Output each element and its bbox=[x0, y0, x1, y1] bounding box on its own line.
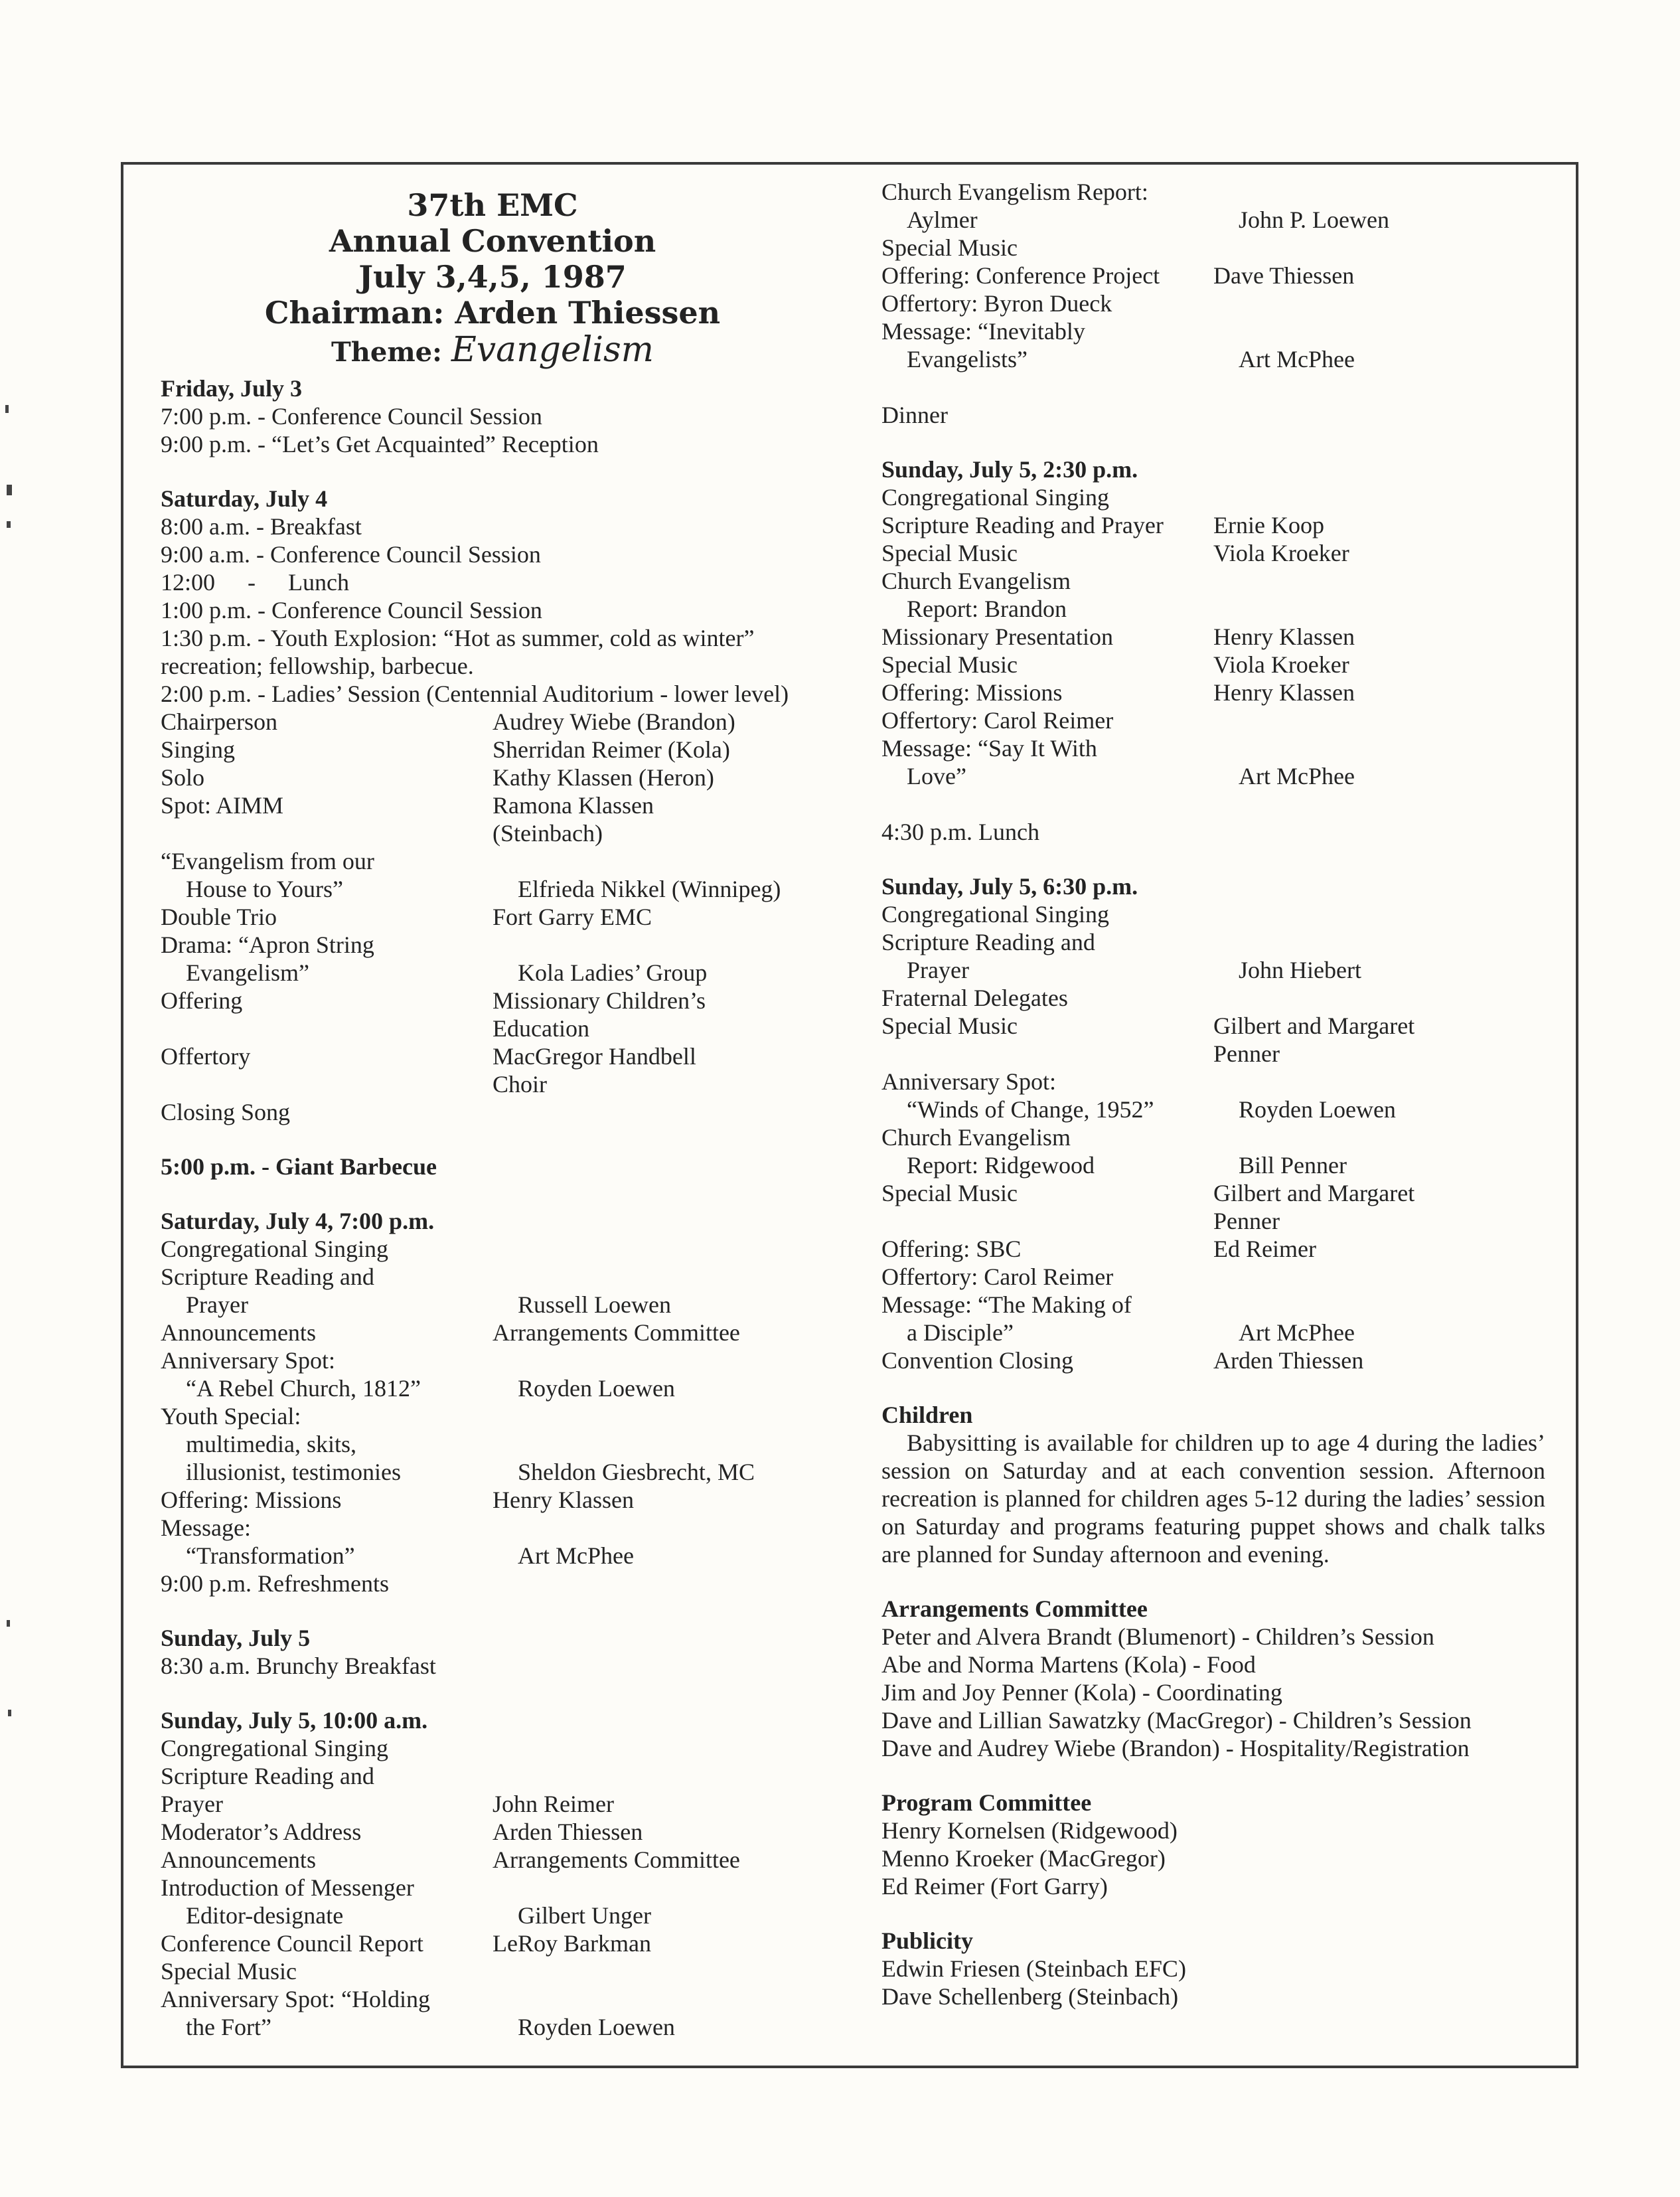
scan-speck bbox=[5, 405, 9, 413]
program-person: Royden Loewen bbox=[1239, 1096, 1396, 1123]
program-person: MacGregor Handbell bbox=[493, 1043, 696, 1070]
program-row bbox=[881, 928, 1552, 956]
program-role: Spot: AIMM bbox=[161, 792, 284, 819]
program-row bbox=[161, 1291, 851, 1319]
list-item: 8:00 a.m. - Breakfast bbox=[161, 513, 362, 540]
program-row bbox=[161, 1790, 851, 1818]
sunday-630-section bbox=[881, 872, 1552, 1374]
program-person: Sherridan Reimer (Kola) bbox=[493, 736, 730, 763]
section-heading: Arrangements Committee bbox=[881, 1595, 1148, 1622]
program-person: Education bbox=[493, 1015, 589, 1042]
program-row bbox=[161, 1985, 851, 2013]
program-row bbox=[881, 1179, 1552, 1207]
program-role: Announcements bbox=[161, 1319, 316, 1346]
program-role: Congregational Singing bbox=[161, 1236, 388, 1262]
section-heading: Sunday, July 5, 6:30 p.m. bbox=[881, 873, 1138, 900]
program-row bbox=[161, 959, 851, 987]
program-person: Sheldon Giesbrecht, MC bbox=[518, 1459, 755, 1485]
barbecue-section bbox=[161, 1153, 851, 1180]
program-person: Art McPhee bbox=[1239, 763, 1355, 789]
program-role: Church Evangelism bbox=[881, 1124, 1071, 1151]
program-row bbox=[161, 819, 851, 847]
list-item: Edwin Friesen (Steinbach EFC) bbox=[881, 1955, 1186, 1982]
list-item: Dave and Audrey Wiebe (Brandon) - Hospitality/Registration bbox=[881, 1735, 1470, 1761]
program-committee-section bbox=[881, 1789, 1552, 1900]
program-role: Special Music bbox=[881, 540, 1018, 566]
program-role: “Transformation” bbox=[186, 1542, 355, 1569]
program-role: House to Yours” bbox=[186, 876, 344, 902]
title-line-4: Chairman: Arden Thiessen bbox=[264, 295, 721, 331]
program-role: Evangelism” bbox=[186, 959, 309, 986]
program-role: Report: Ridgewood bbox=[907, 1152, 1095, 1179]
program-row bbox=[161, 1514, 851, 1542]
program-role: Offering: SBC bbox=[881, 1236, 1022, 1262]
program-row bbox=[161, 1458, 851, 1486]
program-role: a Disciple” bbox=[907, 1319, 1014, 1346]
program-person bbox=[1213, 1068, 1552, 1096]
program-person: Viola Kroeker bbox=[1213, 651, 1349, 678]
program-role: the Fort” bbox=[186, 2014, 271, 2040]
program-person: Art McPhee bbox=[518, 1542, 634, 1569]
program-person bbox=[493, 1762, 851, 1790]
list-item: 8:30 a.m. Brunchy Breakfast bbox=[161, 1653, 436, 1679]
program-row bbox=[161, 1570, 851, 1597]
program-row bbox=[161, 736, 851, 764]
list-item: 1:00 p.m. - Conference Council Session bbox=[161, 597, 542, 623]
saturday-evening-section bbox=[161, 1207, 851, 1597]
program-row bbox=[881, 1123, 1552, 1151]
program-role: Offering: Missions bbox=[881, 679, 1063, 706]
program-row bbox=[161, 1098, 851, 1126]
program-role bbox=[881, 1207, 1213, 1235]
program-person: Elfrieda Nikkel (Winnipeg) bbox=[518, 876, 781, 902]
program-role: “A Rebel Church, 1812” bbox=[186, 1375, 421, 1402]
program-row bbox=[881, 1012, 1552, 1040]
dinner-line: Dinner bbox=[881, 402, 948, 428]
program-person: Penner bbox=[1213, 1040, 1280, 1067]
program-role: Congregational Singing bbox=[881, 484, 1109, 511]
program-row bbox=[881, 511, 1552, 539]
friday-section bbox=[161, 374, 851, 458]
program-person bbox=[1213, 984, 1552, 1012]
program-row bbox=[881, 623, 1552, 651]
program-role: Offertory: Byron Dueck bbox=[881, 290, 1112, 317]
program-row bbox=[161, 1762, 851, 1790]
program-row bbox=[881, 1319, 1552, 1346]
program-person bbox=[493, 931, 851, 959]
program-rows bbox=[881, 900, 1552, 1374]
program-person bbox=[1213, 234, 1552, 262]
section-heading: Friday, July 3 bbox=[161, 375, 303, 402]
program-row bbox=[161, 1430, 851, 1458]
program-role: Scripture Reading and Prayer bbox=[881, 512, 1164, 538]
section-heading: Sunday, July 5, 10:00 a.m. bbox=[161, 1707, 428, 1734]
program-role: Special Music bbox=[881, 234, 1018, 261]
program-role: Offertory: Carol Reimer bbox=[881, 1263, 1114, 1290]
program-person bbox=[493, 1235, 851, 1263]
title-line-1: 37th EMC bbox=[407, 187, 578, 223]
list-item: recreation; fellowship, barbecue. bbox=[161, 653, 474, 679]
program-row bbox=[881, 206, 1552, 234]
list-item: Abe and Norma Martens (Kola) - Food bbox=[881, 1651, 1256, 1678]
program-person: Penner bbox=[1213, 1208, 1280, 1234]
program-role: Editor-designate bbox=[186, 1902, 344, 1929]
list-item: Dave Schellenberg (Steinbach) bbox=[881, 1983, 1179, 2010]
program-row bbox=[881, 317, 1552, 345]
theme-line bbox=[161, 331, 824, 372]
program-role bbox=[161, 1015, 493, 1042]
program-role: Offering: Conference Project bbox=[881, 262, 1160, 289]
program-role: Anniversary Spot: “Holding bbox=[161, 1986, 430, 2012]
section-heading: Program Committee bbox=[881, 1789, 1092, 1816]
list-item: Ed Reimer (Fort Garry) bbox=[881, 1873, 1108, 1900]
program-role bbox=[161, 1070, 493, 1098]
title-line-2: Annual Convention bbox=[329, 223, 656, 259]
program-role: Offertory: Carol Reimer bbox=[881, 707, 1114, 734]
program-role: Singing bbox=[161, 736, 236, 763]
program-role: “Winds of Change, 1952” bbox=[907, 1096, 1154, 1123]
program-role: Introduction of Messenger bbox=[161, 1874, 414, 1901]
section-heading: Saturday, July 4 bbox=[161, 485, 328, 512]
program-role: Message: “The Making of bbox=[881, 1291, 1132, 1318]
program-row bbox=[881, 234, 1552, 262]
program-row bbox=[161, 1263, 851, 1291]
program-person: Missionary Children’s bbox=[493, 987, 706, 1014]
program-row bbox=[161, 1235, 851, 1263]
program-person bbox=[1239, 595, 1552, 623]
program-role: Drama: “Apron String bbox=[161, 932, 374, 958]
list-item: 9:00 a.m. - Conference Council Session bbox=[161, 541, 541, 568]
theme-label: Theme: bbox=[331, 337, 442, 368]
program-person: Art McPhee bbox=[1239, 346, 1355, 372]
list-item: Dave and Lillian Sawatzky (MacGregor) - Children’s Session bbox=[881, 1707, 1472, 1734]
program-person: Arrangements Committee bbox=[493, 1319, 740, 1346]
program-row bbox=[881, 1068, 1552, 1096]
program-row bbox=[161, 764, 851, 791]
program-role: Double Trio bbox=[161, 904, 277, 930]
program-person bbox=[493, 1734, 851, 1762]
scan-speck bbox=[7, 521, 11, 528]
program-person: John Reimer bbox=[493, 1791, 614, 1817]
program-row bbox=[161, 1734, 851, 1762]
program-person: Kathy Klassen (Heron) bbox=[493, 764, 714, 791]
program-person: Audrey Wiebe (Brandon) bbox=[493, 708, 735, 735]
program-person: (Steinbach) bbox=[493, 820, 603, 847]
program-row bbox=[881, 1235, 1552, 1263]
program-role: Offertory bbox=[161, 1043, 251, 1070]
program-row bbox=[161, 1402, 851, 1430]
program-role: Special Music bbox=[881, 651, 1018, 678]
program-person bbox=[493, 1514, 851, 1542]
program-person: Royden Loewen bbox=[518, 1375, 675, 1402]
program-row bbox=[161, 1929, 851, 1957]
program-person bbox=[1213, 1263, 1552, 1291]
program-role: 9:00 p.m. Refreshments bbox=[161, 1570, 389, 1597]
program-person: Ernie Koop bbox=[1213, 512, 1324, 538]
program-role: Missionary Presentation bbox=[881, 623, 1113, 650]
program-row bbox=[161, 2013, 851, 2041]
program-role: Fraternal Delegates bbox=[881, 985, 1068, 1011]
program-role: Offering: Missions bbox=[161, 1487, 342, 1513]
title-block bbox=[161, 187, 824, 372]
list-item: 7:00 p.m. - Conference Council Session bbox=[161, 403, 542, 430]
program-role: Special Music bbox=[161, 1958, 297, 1985]
program-role bbox=[161, 819, 493, 847]
program-row bbox=[881, 706, 1552, 734]
list-item: Jim and Joy Penner (Kola) - Coordinating bbox=[881, 1679, 1282, 1706]
program-row bbox=[161, 1818, 851, 1846]
program-role: Aylmer bbox=[907, 206, 978, 233]
list-item: 1:30 p.m. - Youth Explosion: “Hot as summer, cold as winter” bbox=[161, 625, 755, 651]
sunday-breakfast-section bbox=[161, 1624, 851, 1680]
program-row bbox=[881, 1040, 1552, 1068]
program-person: Art McPhee bbox=[1239, 1319, 1355, 1346]
program-person bbox=[1213, 567, 1552, 595]
lunch-line: 4:30 p.m. Lunch bbox=[881, 819, 1039, 845]
program-row bbox=[881, 567, 1552, 595]
section-heading: Publicity bbox=[881, 1927, 974, 1954]
program-person bbox=[1213, 317, 1552, 345]
program-role: Evangelists” bbox=[907, 346, 1028, 372]
program-person bbox=[493, 847, 851, 875]
program-role: Church Evangelism bbox=[881, 568, 1071, 594]
program-role: Solo bbox=[161, 764, 205, 791]
program-row bbox=[881, 1346, 1552, 1374]
program-row bbox=[881, 651, 1552, 679]
program-person: John P. Loewen bbox=[1239, 206, 1389, 233]
program-role: Love” bbox=[907, 763, 966, 789]
program-role: Special Music bbox=[881, 1013, 1018, 1039]
program-person bbox=[493, 1985, 851, 2013]
program-person bbox=[1213, 706, 1552, 734]
program-person bbox=[1213, 178, 1552, 206]
program-row bbox=[161, 1486, 851, 1514]
program-person bbox=[1213, 289, 1552, 317]
program-rows bbox=[881, 483, 1552, 790]
program-role: multimedia, skits, bbox=[186, 1431, 356, 1457]
program-row bbox=[881, 483, 1552, 511]
program-row bbox=[881, 178, 1552, 206]
program-role: Congregational Singing bbox=[161, 1735, 388, 1761]
program-row bbox=[161, 1374, 851, 1402]
program-role: Scripture Reading and bbox=[161, 1763, 374, 1789]
program-row bbox=[161, 1346, 851, 1374]
program-role: Message: “Inevitably bbox=[881, 318, 1085, 345]
program-person: Henry Klassen bbox=[1213, 623, 1355, 650]
program-person: Fort Garry EMC bbox=[493, 904, 652, 930]
program-row bbox=[881, 539, 1552, 567]
program-row bbox=[881, 262, 1552, 289]
program-row bbox=[161, 1070, 851, 1098]
program-row bbox=[161, 1015, 851, 1042]
program-person: Russell Loewen bbox=[518, 1291, 671, 1318]
program-role: Scripture Reading and bbox=[161, 1263, 374, 1290]
children-section bbox=[881, 1401, 1552, 1568]
theme-value: Evangelism bbox=[451, 330, 654, 370]
program-row bbox=[881, 1207, 1552, 1235]
program-role: Prayer bbox=[161, 1791, 223, 1817]
program-person bbox=[518, 1430, 851, 1458]
program-row bbox=[881, 734, 1552, 762]
program-person: Ramona Klassen bbox=[493, 792, 654, 819]
program-row bbox=[161, 1319, 851, 1346]
program-role: Convention Closing bbox=[881, 1347, 1074, 1374]
program-row bbox=[161, 1957, 851, 1985]
program-role: Prayer bbox=[907, 957, 969, 983]
program-role: Moderator’s Address bbox=[161, 1819, 362, 1845]
program-person bbox=[1213, 1291, 1552, 1319]
program-role: Youth Special: bbox=[161, 1403, 301, 1429]
program-role: Congregational Singing bbox=[881, 901, 1109, 928]
right-column bbox=[881, 178, 1552, 2010]
section-heading: 5:00 p.m. - Giant Barbecue bbox=[161, 1153, 437, 1180]
program-row bbox=[881, 345, 1552, 373]
scan-speck bbox=[7, 485, 12, 495]
program-person: John Hiebert bbox=[1239, 957, 1361, 983]
program-person: Viola Kroeker bbox=[1213, 540, 1349, 566]
program-row bbox=[881, 762, 1552, 790]
program-role: Report: Brandon bbox=[907, 596, 1067, 622]
list-item: Peter and Alvera Brandt (Blumenort) - Children’s Session bbox=[881, 1623, 1434, 1650]
program-role: Chairperson bbox=[161, 708, 277, 735]
program-person bbox=[1213, 900, 1552, 928]
program-row bbox=[161, 931, 851, 959]
program-rows bbox=[881, 178, 1552, 373]
program-person: Gilbert and Margaret bbox=[1213, 1180, 1415, 1206]
program-row bbox=[161, 1042, 851, 1070]
publicity-section bbox=[881, 1927, 1552, 2010]
program-person: Dave Thiessen bbox=[1213, 262, 1355, 289]
program-rows bbox=[161, 1235, 851, 1597]
program-rows bbox=[161, 1734, 851, 2041]
program-person: Henry Klassen bbox=[1213, 679, 1355, 706]
list-item: 9:00 p.m. - “Let’s Get Acquainted” Reception bbox=[161, 431, 599, 457]
program-row bbox=[881, 289, 1552, 317]
children-paragraph: Babysitting is available for children up to age 4 during the ladies’ session on Saturday and at each convention session. Afternoon recreation is planned for children ages 5-12 during the ladies’ session on Saturday and programs featuring puppet shows and chalk talks are planned for Sunday afternoon and evening. bbox=[881, 1429, 1545, 1568]
program-person bbox=[493, 1570, 851, 1597]
program-person bbox=[493, 1346, 851, 1374]
program-row bbox=[161, 847, 851, 875]
program-row bbox=[161, 1542, 851, 1570]
program-person bbox=[1213, 734, 1552, 762]
section-heading: Sunday, July 5, 2:30 p.m. bbox=[881, 456, 1138, 483]
program-role: Announcements bbox=[161, 1846, 316, 1873]
program-role bbox=[881, 1040, 1213, 1068]
sunday-10-section bbox=[161, 1706, 851, 2041]
left-column bbox=[161, 187, 851, 2041]
program-row bbox=[161, 1902, 851, 1929]
list-item: Menno Kroeker (MacGregor) bbox=[881, 1845, 1166, 1872]
sunday-10-continued bbox=[881, 178, 1552, 429]
ladies-program bbox=[161, 708, 851, 1126]
program-person bbox=[1213, 1123, 1552, 1151]
program-person: Arden Thiessen bbox=[493, 1819, 643, 1845]
list-item: Henry Kornelsen (Ridgewood) bbox=[881, 1817, 1178, 1844]
program-row bbox=[881, 595, 1552, 623]
program-row bbox=[881, 1151, 1552, 1179]
program-row bbox=[161, 708, 851, 736]
program-row bbox=[881, 1291, 1552, 1319]
program-person: Henry Klassen bbox=[493, 1487, 634, 1513]
program-person: LeRoy Barkman bbox=[493, 1930, 651, 1957]
program-role: Anniversary Spot: bbox=[881, 1068, 1056, 1095]
sunday-230-section bbox=[881, 455, 1552, 846]
program-row bbox=[881, 984, 1552, 1012]
program-role: Message: bbox=[161, 1514, 251, 1541]
program-role: “Evangelism from our bbox=[161, 848, 374, 874]
scan-speck bbox=[8, 1710, 11, 1716]
program-row bbox=[161, 1874, 851, 1902]
program-person bbox=[1213, 928, 1552, 956]
program-person: Bill Penner bbox=[1239, 1152, 1347, 1179]
program-person bbox=[493, 1098, 851, 1126]
program-row bbox=[881, 1096, 1552, 1123]
saturday-section bbox=[161, 485, 851, 1126]
program-role: Scripture Reading and bbox=[881, 929, 1095, 955]
program-person: Choir bbox=[493, 1071, 548, 1098]
program-person bbox=[493, 1874, 851, 1902]
program-role: Offering bbox=[161, 987, 243, 1014]
program-row bbox=[161, 1846, 851, 1874]
program-person: Arden Thiessen bbox=[1213, 1347, 1364, 1374]
program-row bbox=[881, 679, 1552, 706]
program-person: Gilbert and Margaret bbox=[1213, 1013, 1415, 1039]
program-row bbox=[161, 987, 851, 1015]
program-person bbox=[1213, 483, 1552, 511]
program-role: Prayer bbox=[186, 1291, 248, 1318]
program-role: illusionist, testimonies bbox=[186, 1459, 402, 1485]
program-person: Royden Loewen bbox=[518, 2014, 675, 2040]
program-role: Closing Song bbox=[161, 1099, 291, 1125]
program-role: Message: “Say It With bbox=[881, 735, 1097, 762]
program-person: Arrangements Committee bbox=[493, 1846, 740, 1873]
section-heading: Sunday, July 5 bbox=[161, 1625, 311, 1651]
program-row bbox=[161, 791, 851, 819]
scan-speck bbox=[7, 1620, 10, 1627]
program-person bbox=[493, 1263, 851, 1291]
program-person bbox=[493, 1957, 851, 1985]
list-item: 2:00 p.m. - Ladies’ Session (Centennial Auditorium - lower level) bbox=[161, 681, 789, 707]
program-row bbox=[881, 900, 1552, 928]
program-person: Kola Ladies’ Group bbox=[518, 959, 708, 986]
program-person: Gilbert Unger bbox=[518, 1902, 651, 1929]
section-heading: Children bbox=[881, 1402, 973, 1428]
program-role: Conference Council Report bbox=[161, 1930, 423, 1957]
program-role: Anniversary Spot: bbox=[161, 1347, 335, 1374]
program-person: Ed Reimer bbox=[1213, 1236, 1316, 1262]
section-heading: Saturday, July 4, 7:00 p.m. bbox=[161, 1208, 435, 1234]
arrangements-section bbox=[881, 1595, 1552, 1762]
program-row bbox=[881, 956, 1552, 984]
title-line-3: July 3,4,5, 1987 bbox=[358, 259, 627, 295]
program-person bbox=[493, 1402, 851, 1430]
program-role: Special Music bbox=[881, 1180, 1018, 1206]
program-role: Church Evangelism Report: bbox=[881, 179, 1148, 205]
list-item: 12:00 - Lunch bbox=[161, 569, 349, 596]
program-row bbox=[881, 1263, 1552, 1291]
program-row bbox=[161, 903, 851, 931]
program-row bbox=[161, 875, 851, 903]
